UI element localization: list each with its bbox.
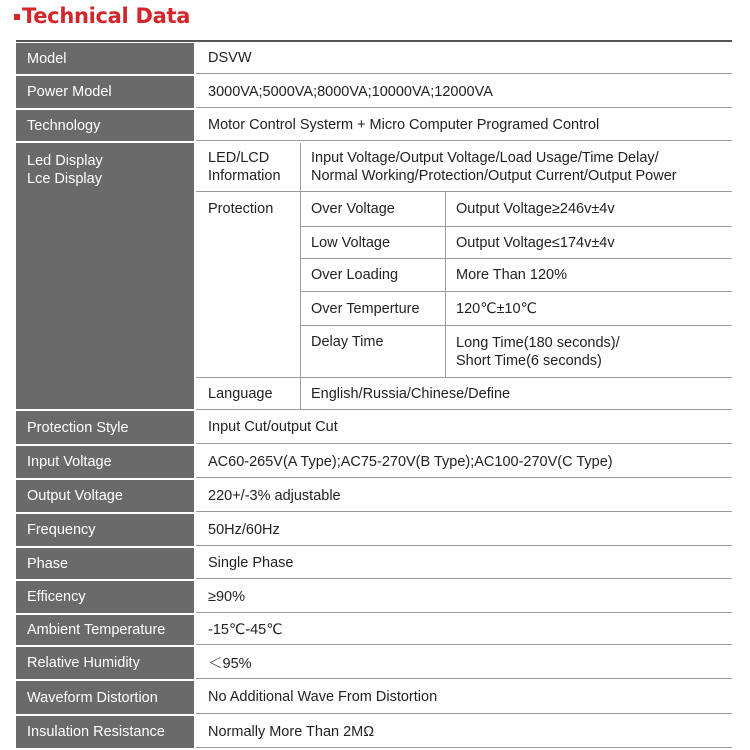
row-value-insulation-resistance [196,716,732,748]
label-text-line2: Lce Display [27,171,102,187]
item-value-text: Output Voltage≤174v±4v [456,234,615,251]
value-text: Single Phase [208,555,294,571]
value-text: English/Russia/Chinese/Define [311,385,511,402]
row-label-input-voltage [16,446,194,478]
protection-item-value [456,259,731,291]
value-text: Motor Control Systerm + Micro Computer Programed Control [208,117,600,133]
item-value-text: Output Voltage≥246v±4v [456,201,615,217]
nested-divider-horizontal [300,258,732,259]
label-text: Power Model [27,84,112,100]
sublabel-line1: LED/LCD [208,150,270,166]
nested-divider-vertical [445,192,446,377]
value-line1: Input Voltage/Output Voltage/Load Usage/Time Delay/ [311,150,659,166]
row-value-input-voltage [196,446,732,478]
row-value-ambient-temperature [196,615,732,645]
section-title-text: Technical Data [22,4,191,28]
row-value-model [196,43,732,74]
nested-divider-horizontal [196,191,732,192]
row-label-output-voltage [16,480,194,512]
value-text: Input Cut/output Cut [208,419,338,435]
item-name-text: Low Voltage [311,234,391,251]
sublabel-text: Protection [208,201,274,217]
row-label-ambient-temperature [16,615,194,645]
label-text: Technology [27,117,101,134]
protection-item-value [456,227,731,258]
value-text: ＜95% [208,656,252,672]
row-value-relative-humidity [196,647,732,679]
nested-divider-horizontal [300,226,732,227]
label-text: Frequency [27,522,96,538]
sublabel-protection [208,201,273,217]
label-text: Model [27,50,67,67]
protection-item-name [311,259,443,291]
label-text: Output Voltage [27,488,123,504]
sublabel-language [208,378,300,409]
row-value-power-model [196,76,732,108]
language-value [311,378,731,409]
row-value-frequency [196,514,732,546]
label-text: Relative Humidity [27,655,140,671]
protection-item-name [311,227,443,258]
protection-item-name [311,334,443,350]
item-value-text: More Than 120% [456,267,567,283]
sublabel-text: Language [208,385,273,402]
value-text: 3000VA;5000VA;8000VA;10000VA;12000VA [208,83,493,100]
protection-item-name [311,292,443,325]
row-label-efficency [16,581,194,613]
nested-divider-vertical [300,143,301,409]
item-name-text: Delay Time [311,334,384,350]
row-value-technology [196,110,732,141]
protection-item-value [456,334,731,370]
information-value [311,149,731,185]
item-name-text: Over Loading [311,267,399,283]
label-text: Input Voltage [27,454,112,470]
row-label-power-model [16,76,194,108]
label-text-line1: Led Display [27,153,103,169]
value-text: AC60-265V(A Type);AC75-270V(B Type);AC100-270V(C Type) [208,453,613,470]
row-label-model [16,43,194,74]
nested-divider-horizontal [300,291,732,292]
row-label-led-display [16,143,194,409]
value-text: ≥90% [208,588,245,605]
row-label-phase [16,548,194,579]
protection-item-value [456,192,731,226]
row-label-frequency [16,514,194,546]
item-name-text: Over Temperture [311,300,420,317]
section-title [14,4,190,28]
protection-item-value [456,292,731,325]
row-value-efficency [196,581,732,613]
item-value-line2: Short Time(6 seconds) [456,353,602,369]
row-label-relative-humidity [16,647,194,679]
value-text: 50Hz/60Hz [208,521,280,538]
label-text: Ambient Temperature [27,622,166,638]
row-label-protection-style [16,411,194,444]
title-bullet-icon [14,14,20,20]
nested-divider-horizontal [196,409,732,410]
row-value-protection-style [196,411,732,444]
label-text: Protection Style [27,419,129,436]
label-text: Waveform Distortion [27,689,158,706]
item-name-text: Over Voltage [311,201,395,217]
sublabel-information [208,149,300,185]
item-value-text: 120℃±10℃ [456,300,537,317]
nested-divider-horizontal [196,377,732,378]
value-text: DSVW [208,50,252,66]
value-text: Normally More Than 2MΩ [208,723,375,740]
row-value-waveform-distortion [196,681,732,714]
value-text: No Additional Wave From Distortion [208,689,438,705]
label-text: Insulation Resistance [27,724,165,740]
nested-divider-horizontal [300,325,732,326]
top-divider [16,40,732,42]
sublabel-line2: Information [208,168,281,184]
row-label-waveform-distortion [16,681,194,714]
protection-item-name [311,192,443,226]
label-text: Efficency [27,589,86,605]
row-value-output-voltage [196,480,732,512]
value-line2: Normal Working/Protection/Output Current/Output Power [311,168,677,184]
value-text: 220+/-3% adjustable [208,487,341,504]
row-value-phase [196,548,732,579]
row-label-insulation-resistance [16,716,194,748]
item-value-line1: Long Time(180 seconds)/ [456,335,620,351]
value-text: -15℃-45℃ [208,621,283,638]
label-text: Phase [27,555,69,572]
row-label-technology [16,110,194,141]
